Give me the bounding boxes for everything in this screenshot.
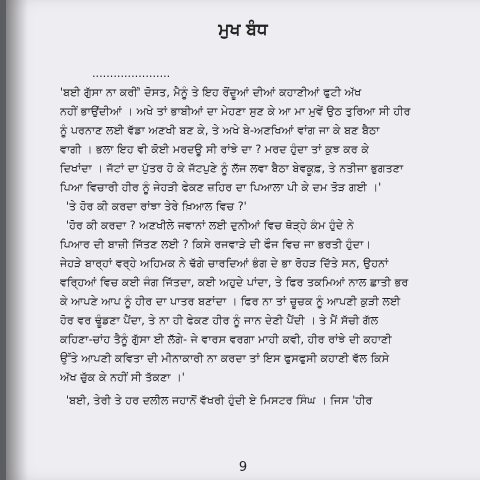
page-number: 9 xyxy=(238,460,248,475)
text-line: 'ਬਈ, ਤੇਰੀ ਤੇ ਹਰ ਦਲੀਲ ਜਹਾਨੋਂ ਵੱਖਰੀ ਹੁੰਦੀ ਏ ਮਿਸਟਰ ਸਿੰਘ । ਜਿਸ 'ਹੀਰ xyxy=(66,394,373,407)
text-line-dots: ...................... xyxy=(92,67,171,80)
text-line: 'ਬਈ ਗੁੱਸਾ ਨਾ ਕਰੀਂ' ਦੋਸਤ, ਮੈਨੂੰ ਤੇ ਇਹ ਰੋਂਦੂਆਂ ਦੀਆਂ ਕਹਾਣੀਆਂ ਫੁਟੀ ਅੱਖ xyxy=(60,86,362,99)
chapter-title: ਮੁਖ ਬੰਧ xyxy=(218,20,268,40)
page-gutter-shadow xyxy=(6,0,28,480)
text-line: ਅੱਖ ਚੁੱਕ ਕੇ ਨਹੀਂ ਸੀ ਤੱਕਣਾ ।' xyxy=(60,371,185,384)
text-line: ਕੇ ਆਪਣੇ ਆਪ ਨੂੰ ਹੀਰ ਦਾ ਪਾਤਰ ਬਣਾਂਦਾ । ਫਿਰ ਨਾ ਤਾਂ ਚੂਚਕ ਨੂੰ ਆਪਣੀ ਕੁੜੀ ਲਈ xyxy=(60,295,401,308)
text-line: ਨੂੰ ਪਰਨਾਣ ਲਈ ਵੱਡਾ ਅਣਖੀ ਬਣ ਕੇ, ਤੇ ਅਖੇ ਬੇ-ਅਣਖਿਆਂ ਵਾਂਗ ਜਾ ਕੇ ਬਣ ਬੈਠਾ xyxy=(60,124,380,137)
text-line: ਨਹੀਂ ਭਾਉਂਦੀਆਂ । ਅਖੇ ਤਾਂ ਭਾਬੀਆਂ ਦਾ ਮੇਹਣਾ ਸੁਣ ਕੇ ਆ ਮਾ ਮੁਵੇਂ ਉਠ ਤੁਰਿਆ ਸੀ ਹੀਰ xyxy=(60,105,411,118)
text-line: ਉੱਤੇ ਆਪਣੀ ਕਵਿਤਾ ਦੀ ਮੀਨਾਕਾਰੀ ਨਾ ਕਰਦਾ ਤਾਂ ਇਸ ਫੁਸਫੁਸੀ ਕਹਾਣੀ ਵੱਲ ਕਿਸੇ xyxy=(60,352,390,365)
text-line: ਜੇਹੜੇ ਬਾਰ੍ਹਾਂ ਵਰ੍ਹੇ ਅਹਿਮਕ ਨੇ ਢੱਗੇ ਚਾਰਦਿਆਂ ਭੰਗ ਦੇ ਭਾ ਰੋਹੜ ਦਿੱਤੇ ਸਨ, ਉਹਨਾਂ xyxy=(60,257,389,270)
text-line: ਪਿਆ ਵਿਚਾਰੀ ਹੀਰ ਨੂੰ ਜੇਹੜੀ ਫੇਕਣ ਜ਼ਹਿਰ ਦਾ ਪਿਆਲਾ ਪੀ ਕੇ ਦਮ ਤੋੜ ਗਈ ।' xyxy=(60,181,382,194)
text-line: ਪਿਆਰ ਦੀ ਬਾਜ਼ੀ ਜਿੱਤਣ ਲਈ ? ਕਿਸੇ ਰਜਵਾੜੇ ਦੀ ਫੌਜ ਵਿਚ ਜਾ ਭਰਤੀ ਹੁੰਦਾ। xyxy=(60,238,371,251)
text-line: 'ਹੋਰ ਕੀ ਕਰਦਾ ? ਅਣਖੀਲੇ ਜਵਾਨਾਂ ਲਈ ਦੁਨੀਆਂ ਵਿਚ ਥੋੜ੍ਹੇ ਕੰਮ ਹੁੰਦੇ ਨੇ xyxy=(66,219,354,232)
text-line: 'ਤੇ ਹੋਰ ਕੀ ਕਰਦਾ ਰਾਂਝਾ ਤੇਰੇ ਖ਼ਿਆਲ ਵਿਚ ?' xyxy=(66,200,247,213)
text-line: ਕਹਿਣਾ-ਚਾਂਹ ਤੈਨੂੰ ਗੁੱਸਾ ਈ ਲੱਗੇ- ਜੇ ਵਾਰਸ ਵਰਗਾ ਮਾਹੀ ਕਵੀ, ਹੀਰ ਰਾਂਝੇ ਦੀ ਕਹਾਣੀ xyxy=(60,333,392,346)
text-line: ਹੋਰ ਵਰ ਢੂੰਡਣਾ ਪੈਂਦਾ, ਤੇ ਨਾ ਹੀ ਫੇਕਣ ਹੀਰ ਨੂੰ ਜਾਨ ਦੇਣੀ ਪੈਂਦੀ । ਤੇ ਮੈਂ ਸੱਚੀ ਗੱਲ xyxy=(60,314,379,327)
text-line: ਵਰ੍ਹਿਆਂ ਵਿਚ ਕਈ ਜੰਗ ਜਿੱਤਦਾ, ਕਈ ਅਹੁਦੇ ਪਾਂਦਾ, ਤੇ ਫਿਰ ਤਕਮਿਆਂ ਨਾਲ ਛਾਤੀ ਭਰ xyxy=(60,276,409,289)
book-page xyxy=(6,0,480,480)
text-line: ਵਾਗੀ । ਭਲਾ ਇਹ ਵੀ ਕੋਈ ਮਰਦਊ ਸੀ ਰਾਂਝੇ ਦਾ ? ਮਰਦ ਹੁੰਦਾ ਤਾਂ ਕੁਝ ਕਰ ਕੇ xyxy=(60,143,370,156)
text-line: ਦਿਖਾਂਦਾ । ਜੱਟਾਂ ਦਾ ਪੁੱਤਰ ਹੋ ਕੇ ਜੱਟਪੁਣੇ ਨੂੰ ਲੱਜ ਲਵਾ ਬੈਠਾ ਬੇਵਕੂਫ਼, ਤੇ ਨਤੀਜਾ ਭੁਗਤਣਾ xyxy=(60,162,404,175)
